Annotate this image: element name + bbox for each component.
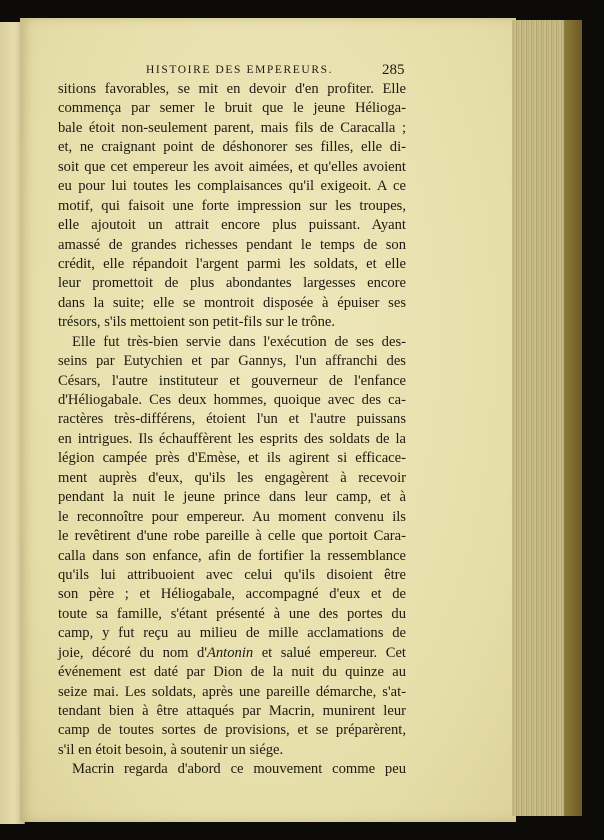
text-line: camp de toutes sortes de provisions, et se préparèrent, bbox=[58, 722, 406, 739]
text-line: dans la suite; elle se montroit disposée à épuiser ses bbox=[58, 294, 406, 311]
text-line: événement est daté par Dion de la nuit du quinze au bbox=[58, 664, 406, 681]
text-line: toute sa famille, s'étant présenté à une des portes du bbox=[58, 605, 406, 622]
text-line: motif, qui faisoit une forte impression sur les troupes, bbox=[58, 197, 406, 214]
text-line: eu pour lui toutes les complaisances qu'il exigeoit. A ce bbox=[58, 178, 406, 195]
text-line: amassé de grandes richesses pendant le temps de son bbox=[58, 236, 406, 253]
text-line: calla dans son enfance, afin de fortifier la ressemblance bbox=[58, 547, 406, 564]
text-line: tendant bien à être attaqués par Macrin, munirent leur bbox=[58, 703, 406, 719]
paragraph-start-line: Elle fut très-bien servie dans l'exécution de ses des- bbox=[72, 333, 406, 350]
text-line: d'Héliogabale. Ces deux hommes, quoique avec des ca- bbox=[58, 392, 406, 408]
text-line: elle ajoutoit un attrait encore plus puissant. Ayant bbox=[58, 217, 406, 234]
text-line: seize mai. Les soldats, après une pareille démarche, s'at- bbox=[58, 683, 406, 700]
text-line: pendant la nuit le jeune prince dans leur camp, et à bbox=[58, 489, 406, 506]
page-header bbox=[20, 62, 516, 82]
italic-name-antonin: Antonin bbox=[206, 644, 254, 661]
text-segment: joie, décoré du nom d' bbox=[58, 644, 207, 661]
text-line: bale étoit non-seulement parent, mais fils de Caracalla ; bbox=[58, 119, 406, 136]
text-line: sitions favorables, se mit en devoir d'en profiter. Elle bbox=[58, 81, 406, 97]
text-line: légion campée près d'Emèse, et ils agirent si efficace- bbox=[58, 450, 406, 467]
text-line: le reconnoître pour empereur. Au moment convenu ils bbox=[58, 508, 406, 525]
text-line: Césars, l'autre instituteur et gouverneur de l'enfance bbox=[58, 372, 406, 389]
text-line: commença par semer le bruit que le jeune Hélioga- bbox=[58, 100, 406, 117]
page-stack-edge bbox=[512, 20, 582, 816]
text-line: ment auprès d'eux, qu'ils les engagèrent à recevoir bbox=[58, 469, 406, 486]
text-line: et, ne craignant point de déshonorer ses filles, elle di- bbox=[58, 139, 406, 156]
text-line: crédit, elle répandoit l'argent parmi les soldats, et elle bbox=[58, 255, 406, 272]
text-line: seins par Eutychien et par Gannys, l'un affranchi des bbox=[58, 353, 406, 370]
running-title: HISTOIRE DES EMPEREURS. bbox=[146, 64, 334, 76]
text-line: qu'ils lui attribuoient avec celui qu'ils disoient être bbox=[58, 566, 406, 583]
text-line: en intrigues. Ils échauffèrent les esprits des soldats de la bbox=[58, 430, 406, 447]
text-line: ractères très-différens, étoient l'un et l'autre puissans bbox=[58, 411, 406, 428]
text-line: trésors, s'ils mettoient son petit-fils sur le trône. bbox=[58, 314, 336, 331]
text-line: soit que cet empereur les avoit aimées, et qu'elles avoient bbox=[58, 158, 406, 175]
text-segment: et salué empereur. Cet bbox=[253, 644, 406, 661]
text-line: camp, y fut reçu au milieu de mille acclamations de bbox=[58, 625, 406, 642]
page-number: 285 bbox=[382, 62, 405, 78]
text-line: son père ; et Héliogabale, accompagné d'eux et de bbox=[58, 586, 406, 603]
text-line: leur promettoit de plus abondantes largesses encore bbox=[58, 275, 406, 292]
body-text bbox=[58, 80, 406, 780]
text-line: s'il en étoit besoin, à soutenir un siége. bbox=[58, 741, 284, 758]
text-line: le revêtirent d'une robe pareille à celle que portoit Cara- bbox=[58, 528, 406, 545]
paragraph-start-line: Macrin regarda d'abord ce mouvement comme peu bbox=[72, 761, 406, 778]
text-line-with-italic bbox=[58, 644, 406, 663]
